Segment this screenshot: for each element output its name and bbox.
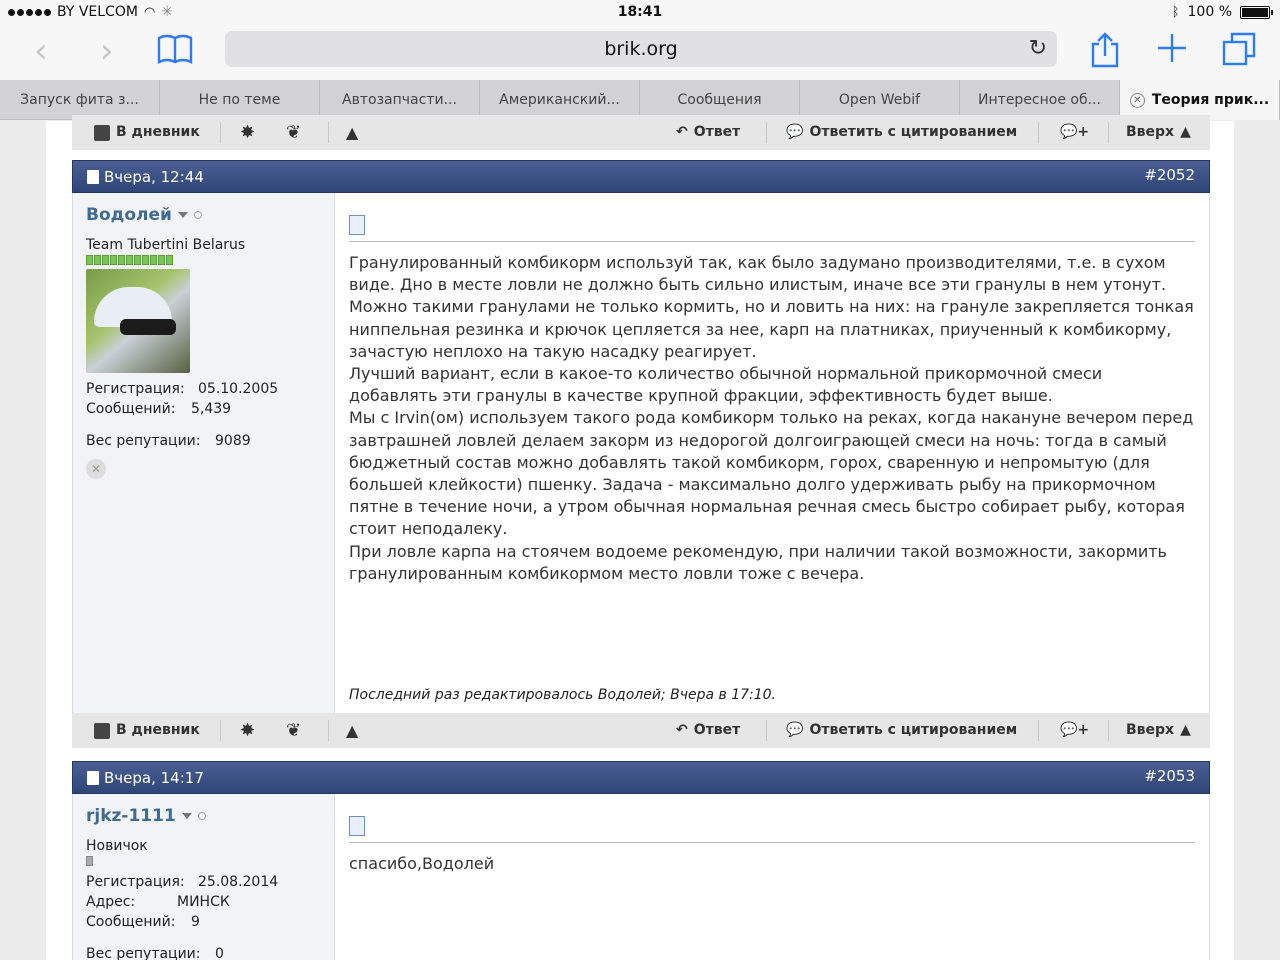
post-content (349, 193, 1195, 703)
tab-7[interactable]: Интересное об... (960, 80, 1120, 120)
msgs-label: Сообщений: (86, 401, 176, 417)
top-button[interactable]: Вверх ▲ (1126, 713, 1191, 748)
thanks-icon[interactable]: ❦ (286, 720, 302, 741)
post-number-link[interactable]: #2053 (1144, 767, 1195, 785)
offline-icon (198, 812, 206, 820)
reg-label: Регистрация: (86, 874, 185, 890)
forum-page (46, 121, 1234, 960)
tab-2[interactable]: Не по теме (160, 80, 320, 120)
msgs-count: 5,439 (191, 401, 232, 417)
clock: 18:41 (617, 4, 663, 20)
post-date: Вчера, 12:44 (104, 168, 204, 186)
battery-icon (1240, 6, 1270, 19)
user-title: Новичок (86, 838, 148, 854)
chevron-down-icon[interactable] (182, 813, 192, 819)
post-header (72, 761, 1210, 794)
browser-toolbar (0, 26, 1280, 80)
post-icon (87, 170, 99, 184)
thanks-icon[interactable]: ❦ (286, 122, 302, 143)
post-header (72, 160, 1210, 193)
post-icon (87, 771, 99, 785)
avatar[interactable] (86, 269, 190, 373)
diary-icon (94, 723, 110, 739)
user-title: Team Tubertini Belarus (86, 237, 246, 253)
post-date: Вчера, 14:17 (104, 769, 204, 787)
rep-label: Вес репутации: (86, 433, 201, 449)
tab-active[interactable] (1120, 80, 1280, 120)
url-text: brik.org (604, 38, 678, 60)
diary-button[interactable]: В дневник (94, 115, 200, 150)
edited-note: Последний раз редактировалось Водолей; Вчера в 17:10. (349, 687, 776, 703)
reload-icon[interactable]: ↻ (1028, 36, 1047, 61)
reputation-bar (86, 255, 321, 265)
post-content (349, 794, 1195, 875)
post-body (72, 193, 1210, 713)
user-info (73, 193, 335, 713)
back-button[interactable]: ‹ (34, 31, 48, 71)
quote-reply-button[interactable]: 💬 Ответить с цитированием (786, 115, 1017, 150)
post-body (72, 794, 1210, 960)
reputation-bar (86, 856, 321, 866)
report-icon[interactable]: ▲ (346, 721, 359, 740)
report-icon[interactable]: ▲ (346, 123, 359, 142)
reg-date: 25.08.2014 (198, 874, 279, 890)
post-2052 (72, 160, 1210, 713)
quote-icon: 💬 (786, 124, 804, 140)
post-action-bar (72, 115, 1210, 150)
forward-button[interactable]: › (100, 31, 114, 71)
bluetooth-icon: ᛒ (1171, 4, 1180, 20)
post-action-bar (72, 713, 1210, 748)
tab-active-label: Теория прик... (1151, 92, 1270, 108)
close-tab-icon[interactable]: ✕ (1130, 93, 1145, 108)
tab-4[interactable]: Американский... (480, 80, 640, 120)
new-tab-icon[interactable] (1156, 32, 1188, 68)
rep-value: 9089 (215, 433, 251, 449)
tab-5[interactable]: Сообщения (640, 80, 800, 120)
multiquote-icon[interactable]: 💬+ (1060, 722, 1090, 738)
post-number-link[interactable]: #2052 (1144, 166, 1195, 184)
arrow-up-icon: ▲ (1180, 722, 1191, 738)
blocked-icon: ✕ (86, 459, 106, 479)
star-icon[interactable]: ✸ (240, 720, 256, 741)
post-message: спасибо,Водолей (349, 854, 495, 873)
rep-value: 0 (215, 946, 224, 960)
msgs-label: Сообщений: (86, 914, 176, 930)
star-icon[interactable]: ✸ (240, 122, 256, 143)
reply-button[interactable]: ↶ Ответ (676, 115, 740, 150)
address-bar[interactable] (225, 31, 1057, 67)
offline-icon (194, 211, 202, 219)
bookmarks-icon[interactable] (157, 32, 193, 70)
user-info (73, 794, 335, 960)
tab-3[interactable]: Автозапчасти... (320, 80, 480, 120)
chevron-down-icon[interactable] (178, 212, 188, 218)
post-message: Гранулированный комбикорм используй так, как было задумано производителями, т.е. в сухом виде. Дно в месте ловли не должно быть сильно илистым, иначе все эти гранулы в нем утонут. Можно такими гранулами не только кормить, но и ловить на них: на грануле закрепляется тонкая ниппельная резинка и крючок цепляется за нее, карп на платниках, приученный к комбикорму, зачастую неплохо на такую насадку реагирует. Лучший вариант, если в какое-то количество обычной нормальной прикормочной смеси добавлять эти гранулы в качестве крупной фракции, эффективность будет выше. Мы с Irvin(ом) используем такого рода комбикорм только на реках, когда накануне вечером перед завтрашней ловлей делаем закорм из недорогой долгоиграющей смеси на ночь: тогда в самый бюджетный состав можно добавлять такой комбикорм, горох, сваренную и непромытую (для большей клейкости) пшенку. Задача - максимально долго удерживать рыбу на прикормочном пятне в течение ночи, а утром обычная нормальная речная смесь быстро собирает рыбу, которая стоит неподалеку. При ловле карпа на стоячем водоеме рекомендую, при наличии такой возможности, закормить гранулированным комбикормом место ловли тоже с вечера. (349, 253, 1194, 583)
share-icon[interactable] (1090, 32, 1120, 72)
multiquote-icon[interactable]: 💬+ (1060, 124, 1090, 140)
msgs-count: 9 (191, 914, 200, 930)
top-button[interactable]: Вверх ▲ (1126, 115, 1191, 150)
tabs-overview-icon[interactable] (1222, 32, 1256, 70)
tab-6[interactable]: Open Webif (800, 80, 960, 120)
diary-icon (94, 125, 110, 141)
quote-reply-button[interactable]: 💬 Ответить с цитированием (786, 713, 1017, 748)
diary-button[interactable]: В дневник (94, 713, 200, 748)
wifi-icon: ◠ (143, 4, 156, 20)
document-icon (349, 816, 365, 836)
username-link[interactable]: rjkz-1111 (86, 806, 176, 826)
addr-label: Адрес: (86, 894, 136, 910)
username-link[interactable]: Водолей (86, 205, 172, 225)
battery-label: 100 % (1187, 4, 1232, 20)
rep-label: Вес репутации: (86, 946, 201, 960)
addr-value: МИНСК (177, 894, 230, 910)
arrow-up-icon: ▲ (1180, 124, 1191, 140)
status-bar (0, 0, 1280, 26)
carrier-label: BY VELCOM (57, 4, 138, 20)
quote-icon: 💬 (786, 722, 804, 738)
activity-icon: ✳ (161, 4, 174, 20)
reg-label: Регистрация: (86, 381, 185, 397)
reply-icon: ↶ (676, 124, 688, 140)
reg-date: 05.10.2005 (198, 381, 279, 397)
tab-1[interactable]: Запуск фита з... (0, 80, 160, 120)
document-icon (349, 215, 365, 235)
tab-bar (0, 80, 1280, 120)
post-2053 (72, 761, 1210, 960)
reply-button[interactable]: ↶ Ответ (676, 713, 740, 748)
reply-icon: ↶ (676, 722, 688, 738)
